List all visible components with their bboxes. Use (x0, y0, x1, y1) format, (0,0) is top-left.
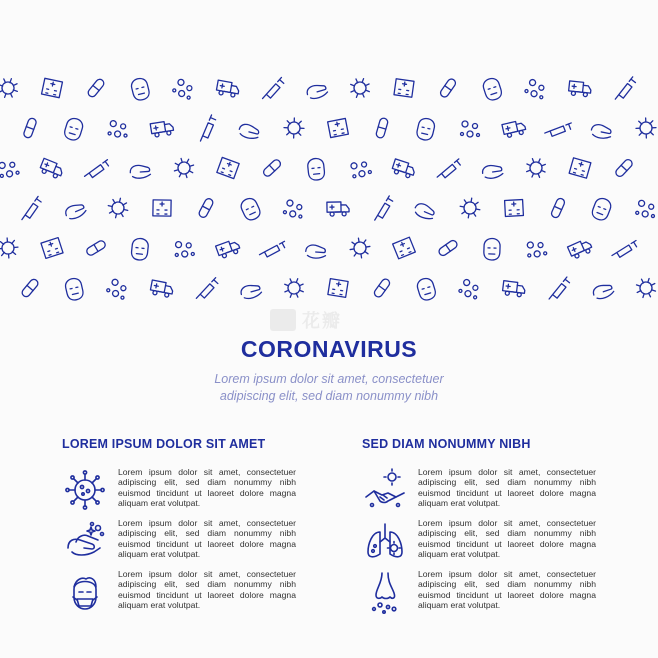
pattern-hand-icon (306, 83, 329, 101)
pattern-face-icon (484, 238, 501, 260)
pattern-pill-icon (436, 236, 460, 261)
pattern-virus-icon (458, 196, 481, 219)
pattern-pill-icon (21, 278, 40, 298)
sick-person-mask-icon (62, 569, 108, 615)
pattern-face-icon (416, 277, 438, 302)
infected-lungs-icon (362, 518, 408, 564)
pattern-cells-icon (524, 78, 547, 99)
pattern-face-icon (131, 238, 149, 261)
pattern-hand-icon (238, 123, 261, 141)
pattern-pill-icon (372, 277, 392, 299)
item-description: Lorem ipsum dolor sit amet, consectetuer adipiscing elit, sed diam nonummy nibh euismod tincidunt ut laoreet dolore magna aliquam erat volutpat. (418, 518, 596, 560)
pattern-syringe-icon (547, 277, 571, 299)
pattern-hospital-icon (393, 237, 416, 259)
right-column (362, 437, 622, 620)
pattern-syringe-icon (18, 196, 43, 220)
item-description: Lorem ipsum dolor sit amet, consectetuer adipiscing elit, sed diam nonummy nibh euismod tincidunt ut laoreet dolore magna aliquam erat volutpat. (118, 518, 296, 560)
pattern-virus-icon (172, 156, 197, 181)
pattern-virus-icon (633, 275, 658, 300)
pattern-syringe-icon (261, 77, 284, 98)
pattern-hand-icon (240, 283, 263, 301)
pattern-virus-icon (284, 118, 305, 139)
pattern-face-icon (416, 117, 436, 142)
pattern-ambulance-icon (150, 120, 174, 137)
hero-subtitle (0, 371, 658, 405)
pattern-ambulance-icon (327, 202, 349, 216)
list-item (362, 569, 622, 618)
pattern-hand-icon (64, 202, 87, 222)
pattern-hand-icon (130, 165, 151, 179)
pattern-virus-icon (347, 75, 373, 101)
left-column (62, 437, 322, 620)
pattern-hospital-icon (394, 79, 414, 97)
pattern-hospital-icon (217, 157, 239, 178)
pattern-cells-icon (349, 158, 372, 179)
pattern-ambulance-icon (39, 158, 65, 179)
pattern-cells-icon (172, 78, 196, 100)
pattern-hand-icon (413, 202, 436, 222)
pattern-pill-icon (614, 157, 634, 178)
sneezing-nose-icon (362, 569, 408, 615)
pattern-pill-icon (438, 77, 459, 99)
pattern-syringe-icon (612, 236, 638, 260)
pattern-ambulance-icon (502, 281, 526, 298)
pattern-virus-icon (0, 237, 19, 259)
pattern-cells-icon (635, 200, 656, 218)
pattern-pill-icon (546, 196, 570, 221)
pattern-hospital-icon (328, 279, 348, 298)
list-item (62, 467, 322, 516)
pattern-syringe-icon (437, 157, 461, 179)
pattern-cells-icon (0, 159, 20, 179)
pattern-syringe-icon (85, 157, 110, 180)
item-description: Lorem ipsum dolor sit amet, consectetuer adipiscing elit, sed diam nonummy nibh euismod tincidunt ut laoreet dolore magna aliquam erat volutpat. (118, 467, 296, 509)
pattern-ambulance-icon (216, 80, 240, 98)
pattern-face-icon (307, 158, 325, 181)
right-column-title: SED DIAM NONUMMY NIBH (362, 437, 531, 451)
pattern-ambulance-icon (568, 238, 594, 260)
pattern-cells-icon (108, 120, 128, 137)
list-item (362, 467, 622, 516)
hand-washing-icon (62, 518, 108, 564)
pattern-syringe-icon (196, 278, 219, 299)
pattern-svg (0, 70, 658, 302)
pattern-hospital-icon (41, 238, 63, 259)
item-description: Lorem ipsum dolor sit amet, consectetuer adipiscing elit, sed diam nonummy nibh euismod tincidunt ut laoreet dolore magna aliquam erat volutpat. (118, 569, 296, 611)
icon-pattern-band (0, 70, 658, 302)
pattern-ambulance-icon (391, 159, 416, 179)
pattern-pill-icon (84, 235, 109, 261)
list-item (62, 569, 322, 618)
pattern-syringe-icon (370, 195, 396, 220)
watermark-text: 花瓣 (302, 311, 342, 331)
hero-subtitle-line-2: adipiscing elit, sed diam nonummy nibh (219, 389, 439, 403)
pattern-face-icon (239, 196, 263, 222)
item-description: Lorem ipsum dolor sit amet, consectetuer adipiscing elit, sed diam nonummy nibh euismod tincidunt ut laoreet dolore magna aliquam erat volutpat. (418, 467, 596, 509)
pattern-pill-icon (18, 115, 43, 141)
pattern-syringe-icon (260, 236, 287, 262)
pattern-hospital-icon (42, 78, 63, 97)
pattern-face-icon (130, 77, 151, 102)
pattern-ambulance-icon (502, 120, 527, 139)
pattern-virus-icon (349, 237, 372, 260)
pattern-ambulance-icon (150, 280, 174, 298)
pattern-syringe-icon (545, 115, 573, 142)
pattern-hospital-icon (569, 158, 591, 178)
left-column-title: LOREM IPSUM DOLOR SIT AMET (62, 437, 266, 451)
pattern-cells-icon (525, 239, 547, 258)
pattern-face-icon (590, 196, 613, 222)
pattern-pill-icon (86, 78, 105, 99)
pattern-pill-icon (261, 157, 282, 180)
page-title: CORONAVIRUS (240, 336, 418, 362)
pattern-hospital-icon (153, 200, 171, 216)
pattern-cells-icon (461, 121, 480, 137)
pattern-virus-icon (523, 155, 549, 181)
pattern-virus-icon (106, 196, 130, 220)
hero-subtitle-line-1: Lorem ipsum dolor sit amet, consectetuer (214, 372, 444, 386)
pattern-cells-icon (106, 278, 130, 300)
pattern-syringe-icon (613, 77, 637, 100)
pattern-hospital-icon (505, 200, 524, 217)
pattern-face-icon (481, 76, 503, 101)
pattern-hand-icon (590, 123, 612, 139)
item-description: Lorem ipsum dolor sit amet, consectetuer adipiscing elit, sed diam nonummy nibh euismod tincidunt ut laoreet dolore magna aliquam erat volutpat. (418, 569, 596, 611)
pattern-hand-icon (305, 245, 326, 259)
pattern-cells-icon (458, 278, 481, 300)
pattern-pill-icon (369, 115, 395, 141)
watermark-logo-icon (270, 309, 296, 331)
pattern-syringe-icon (193, 114, 221, 141)
pattern-cells-icon (283, 199, 305, 219)
virus-icon (62, 467, 108, 513)
pattern-ambulance-icon (568, 81, 591, 97)
pattern-hospital-icon (328, 118, 349, 137)
pattern-pill-icon (195, 196, 218, 220)
list-item (362, 518, 622, 567)
pattern-virus-icon (281, 275, 307, 301)
list-item (62, 518, 322, 567)
pattern-hand-icon (482, 164, 504, 180)
pattern-virus-icon (0, 75, 21, 102)
pattern-ambulance-icon (216, 239, 241, 260)
watermark (270, 306, 390, 334)
pattern-virus-icon (636, 118, 657, 139)
pattern-cells-icon (174, 240, 195, 258)
hero (0, 336, 658, 405)
pattern-face-icon (63, 117, 85, 142)
pattern-face-icon (64, 277, 84, 302)
handshake-virus-icon (362, 467, 408, 513)
pattern-hand-icon (592, 282, 615, 301)
